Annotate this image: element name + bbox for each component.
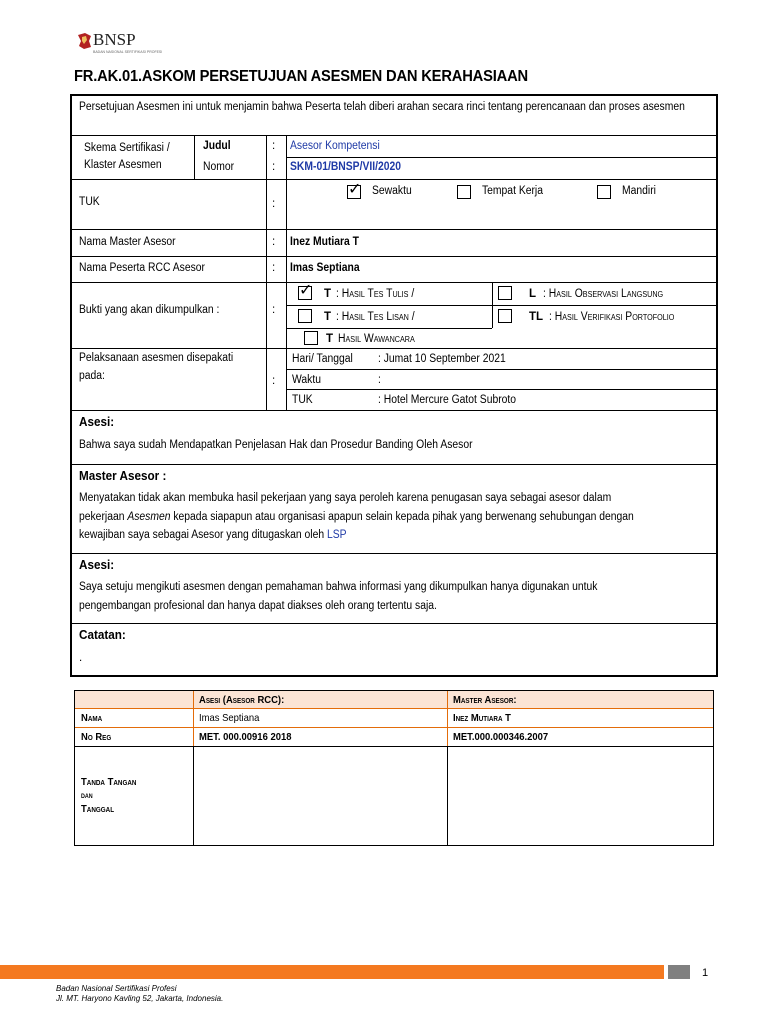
asesi-agreement-line-1: Saya setuju mengikuti asesmen dengan pemahaman bahwa informasi yang dikumpulkan hanya digunakan untuk — [79, 581, 598, 593]
master-statement-line-3: kewajiban saya sebagai Asesor yang ditugaskan oleh LSP — [79, 529, 347, 541]
tanggal-label: Tanggal — [81, 803, 115, 815]
intro-text: Persetujuan Asesmen ini untuk menjamin bahwa Peserta telah diberi arahan secara rinci tentang perencanaan dan proses asesmen — [79, 101, 685, 113]
hari-tanggal-label: Hari/ Tanggal — [292, 353, 353, 365]
bukti-text: : Hasil Verifikasi Portofolio — [549, 311, 675, 323]
nama-asesi: Imas Septiana — [199, 712, 260, 724]
nama-master: Inez Mutiara T — [453, 712, 511, 724]
bukti-code: T — [326, 333, 334, 345]
hari-tanggal-value: : Jumat 10 September 2021 — [378, 353, 506, 365]
footer-org: Badan Nasional Sertifikasi Profesi — [56, 984, 177, 993]
nama-label: Nama — [81, 712, 103, 724]
bukti-portofolio-checkbox[interactable] — [498, 309, 512, 323]
dan-label: dan — [81, 790, 93, 800]
peserta-label: Nama Peserta RCC Asesor — [79, 262, 205, 274]
tuk-option-label: Mandiri — [622, 185, 656, 197]
asesi-heading: Asesi: — [79, 414, 115, 429]
bukti-tes-lisan-checkbox[interactable] — [298, 309, 312, 323]
master-asesor-heading: Master Asesor : — [79, 468, 167, 483]
catatan-text: . — [79, 652, 83, 664]
pelaksanaan-label-2: pada: — [79, 370, 105, 382]
asesi-agreement-line-2: pengembangan profesional dan hanya dapat diakses oleh orang tertentu saja. — [79, 600, 437, 612]
colon: : — [272, 262, 276, 274]
bukti-code: TL — [529, 311, 544, 323]
master-statement-line-2: pekerjaan Asesmen kepada siapapun atau organisasi apapun selain kepada pihak yang berwenang sehubungan dengan — [79, 511, 634, 523]
noreg-label: No Reg — [81, 731, 112, 743]
colon: : — [272, 304, 276, 316]
bukti-label: Bukti yang akan dikumpulkan : — [79, 304, 220, 316]
page-number: 1 — [702, 967, 709, 979]
tuk-pelaksanaan-label: TUK — [292, 394, 313, 406]
tuk-label: TUK — [79, 196, 100, 208]
catatan-heading: Catatan: — [79, 627, 126, 642]
nomor-label: Nomor — [203, 161, 235, 173]
bukti-code: T — [324, 288, 332, 300]
tuk-option-label: Sewaktu — [372, 185, 412, 197]
tuk-tempat-kerja-checkbox[interactable] — [457, 185, 471, 199]
tuk-sewaktu-checkbox[interactable] — [347, 181, 362, 199]
colon: : — [272, 198, 276, 210]
bnsp-emblem-icon — [76, 32, 93, 50]
consent-form-box — [70, 94, 718, 677]
lsp-link[interactable]: LSP — [326, 529, 347, 541]
bukti-observasi-checkbox[interactable] — [498, 286, 512, 300]
tanda-tangan-label: Tanda Tangan — [81, 776, 137, 788]
bukti-text: : Hasil Tes Tulis / — [336, 288, 415, 300]
asesi-column-header: Asesi (Asesor RCC): — [199, 694, 285, 706]
footer-accent-bar — [0, 965, 664, 979]
colon: : — [272, 375, 276, 387]
logo-subtext: BADAN NASIONAL SERTIFIKASI PROFESI — [93, 50, 163, 54]
colon: : — [272, 161, 276, 173]
peserta-value: Imas Septiana — [290, 262, 360, 274]
judul-value: Asesor Kompetensi — [290, 140, 380, 152]
master-column-header: Master Asesor: — [453, 694, 517, 706]
master-asesor-label: Nama Master Asesor — [79, 236, 176, 248]
bukti-text: : Hasil Observasi Langsung — [543, 288, 664, 300]
colon: : — [272, 140, 276, 152]
skema-label-2: Klaster Asesmen — [84, 159, 162, 171]
skema-label-1: Skema Sertifikasi / — [84, 142, 170, 154]
footer-page-marker — [668, 965, 690, 979]
checkmark-icon: ✓ — [299, 282, 313, 299]
bukti-wawancara-checkbox[interactable] — [304, 331, 318, 345]
tuk-pelaksanaan-value: : Hotel Mercure Gatot Subroto — [378, 394, 517, 406]
footer-address: Jl. MT. Haryono Kavling 52, Jakarta, Indonesia. — [56, 994, 224, 1003]
bukti-text: Hasil Wawancara — [338, 333, 415, 345]
logo-text: BNSP — [93, 30, 136, 49]
master-asesor-value: Inez Mutiara T — [290, 236, 360, 248]
judul-label: Judul — [203, 140, 231, 152]
bukti-text: : Hasil Tes Lisan / — [336, 311, 415, 323]
asesi-signature-area[interactable] — [195, 748, 445, 843]
bukti-code: L — [529, 288, 537, 300]
master-statement-line-1: Menyatakan tidak akan membuka hasil pekerjaan yang saya peroleh karena penugasan saya sebagai asesor dalam — [79, 492, 612, 504]
bnsp-logo — [76, 30, 163, 54]
colon: : — [272, 236, 276, 248]
asesi-statement: Bahwa saya sudah Mendapatkan Penjelasan Hak dan Prosedur Banding Oleh Asesor — [79, 439, 473, 451]
signature-table — [74, 690, 714, 846]
form-title: FR.AK.01.ASKOM PERSETUJUAN ASESMEN DAN KERAHASIAAN — [74, 68, 528, 85]
waktu-value: : — [378, 374, 381, 386]
noreg-master: MET.000.000346.2007 — [453, 731, 549, 743]
asesi-heading: Asesi: — [79, 557, 115, 572]
bukti-tes-tulis-checkbox[interactable] — [298, 282, 313, 300]
signature-header-row — [75, 691, 713, 709]
master-signature-area[interactable] — [449, 748, 711, 843]
noreg-asesi: MET. 000.00916 2018 — [199, 731, 292, 743]
pelaksanaan-label-1: Pelaksanaan asesmen disepakati — [79, 352, 234, 364]
waktu-label: Waktu — [292, 374, 321, 386]
nomor-value: SKM-01/BNSP/VII/2020 — [290, 161, 402, 173]
tuk-mandiri-checkbox[interactable] — [597, 185, 611, 199]
tuk-option-label: Tempat Kerja — [482, 185, 543, 197]
bukti-code: T — [324, 311, 332, 323]
checkmark-icon: ✓ — [348, 181, 362, 198]
